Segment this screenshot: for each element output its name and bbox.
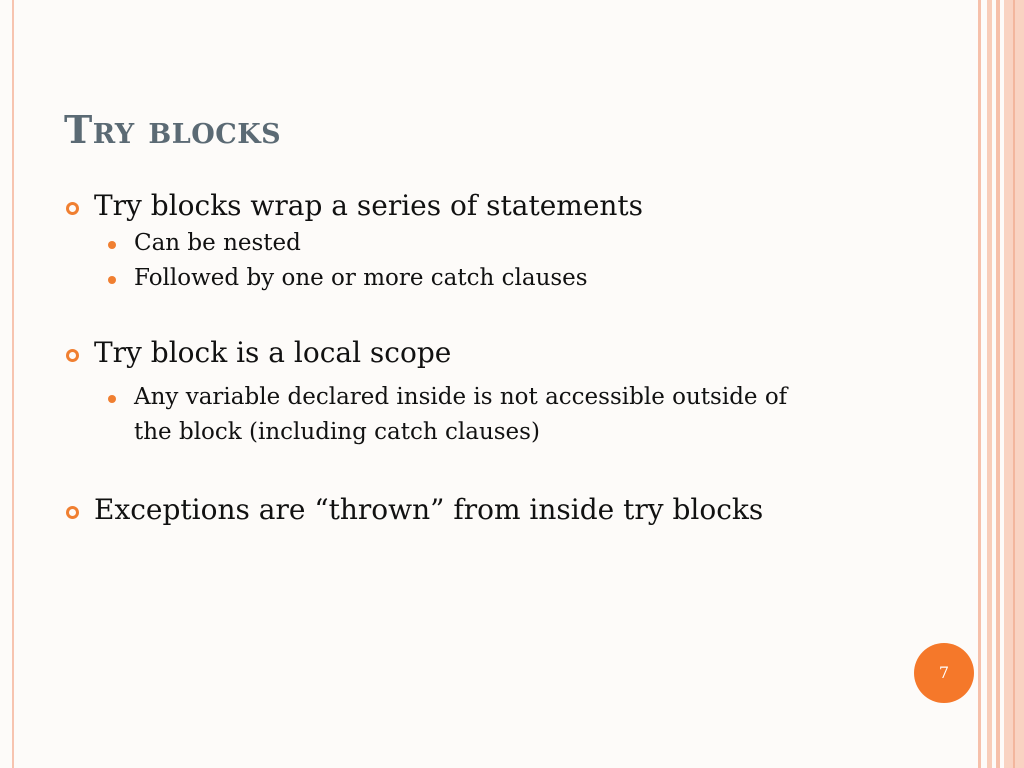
- ring-bullet-icon: [66, 202, 79, 215]
- bullet-group: [64, 333, 944, 450]
- ring-bullet-icon: [66, 506, 79, 519]
- dot-bullet-icon: [108, 241, 116, 249]
- subbullet-item: [64, 226, 944, 261]
- subbullet-text: Any variable declared inside is not accessible outside of the block (including catch clauses): [134, 384, 788, 445]
- bullet-group: [64, 186, 944, 296]
- subbullet-text: Can be nested: [134, 230, 301, 256]
- bullet-text: Exceptions are “thrown” from inside try blocks: [94, 493, 764, 526]
- bullet-text: Try blocks wrap a series of statements: [94, 189, 644, 222]
- bullet-item: [64, 490, 944, 530]
- decorative-stripe: [996, 0, 1000, 768]
- subbullet-text: Followed by one or more catch clauses: [134, 265, 588, 291]
- subbullet-item: [64, 380, 824, 450]
- dot-bullet-icon: [108, 276, 116, 284]
- ring-bullet-icon: [66, 349, 79, 362]
- decorative-stripe: [1013, 0, 1015, 768]
- subbullet-item: [64, 261, 944, 296]
- slide-content: [64, 186, 944, 530]
- left-frame-line: [12, 0, 14, 768]
- bullet-text: Try block is a local scope: [94, 336, 452, 369]
- dot-bullet-icon: [108, 395, 116, 403]
- bullet-item: [64, 186, 944, 226]
- slide-title: Try blocks: [64, 107, 282, 152]
- bullet-item: [64, 333, 944, 373]
- page-number-badge: 7: [914, 643, 974, 703]
- bullet-group: [64, 490, 944, 530]
- decorative-stripe: [987, 0, 992, 768]
- decorative-stripe: [978, 0, 981, 768]
